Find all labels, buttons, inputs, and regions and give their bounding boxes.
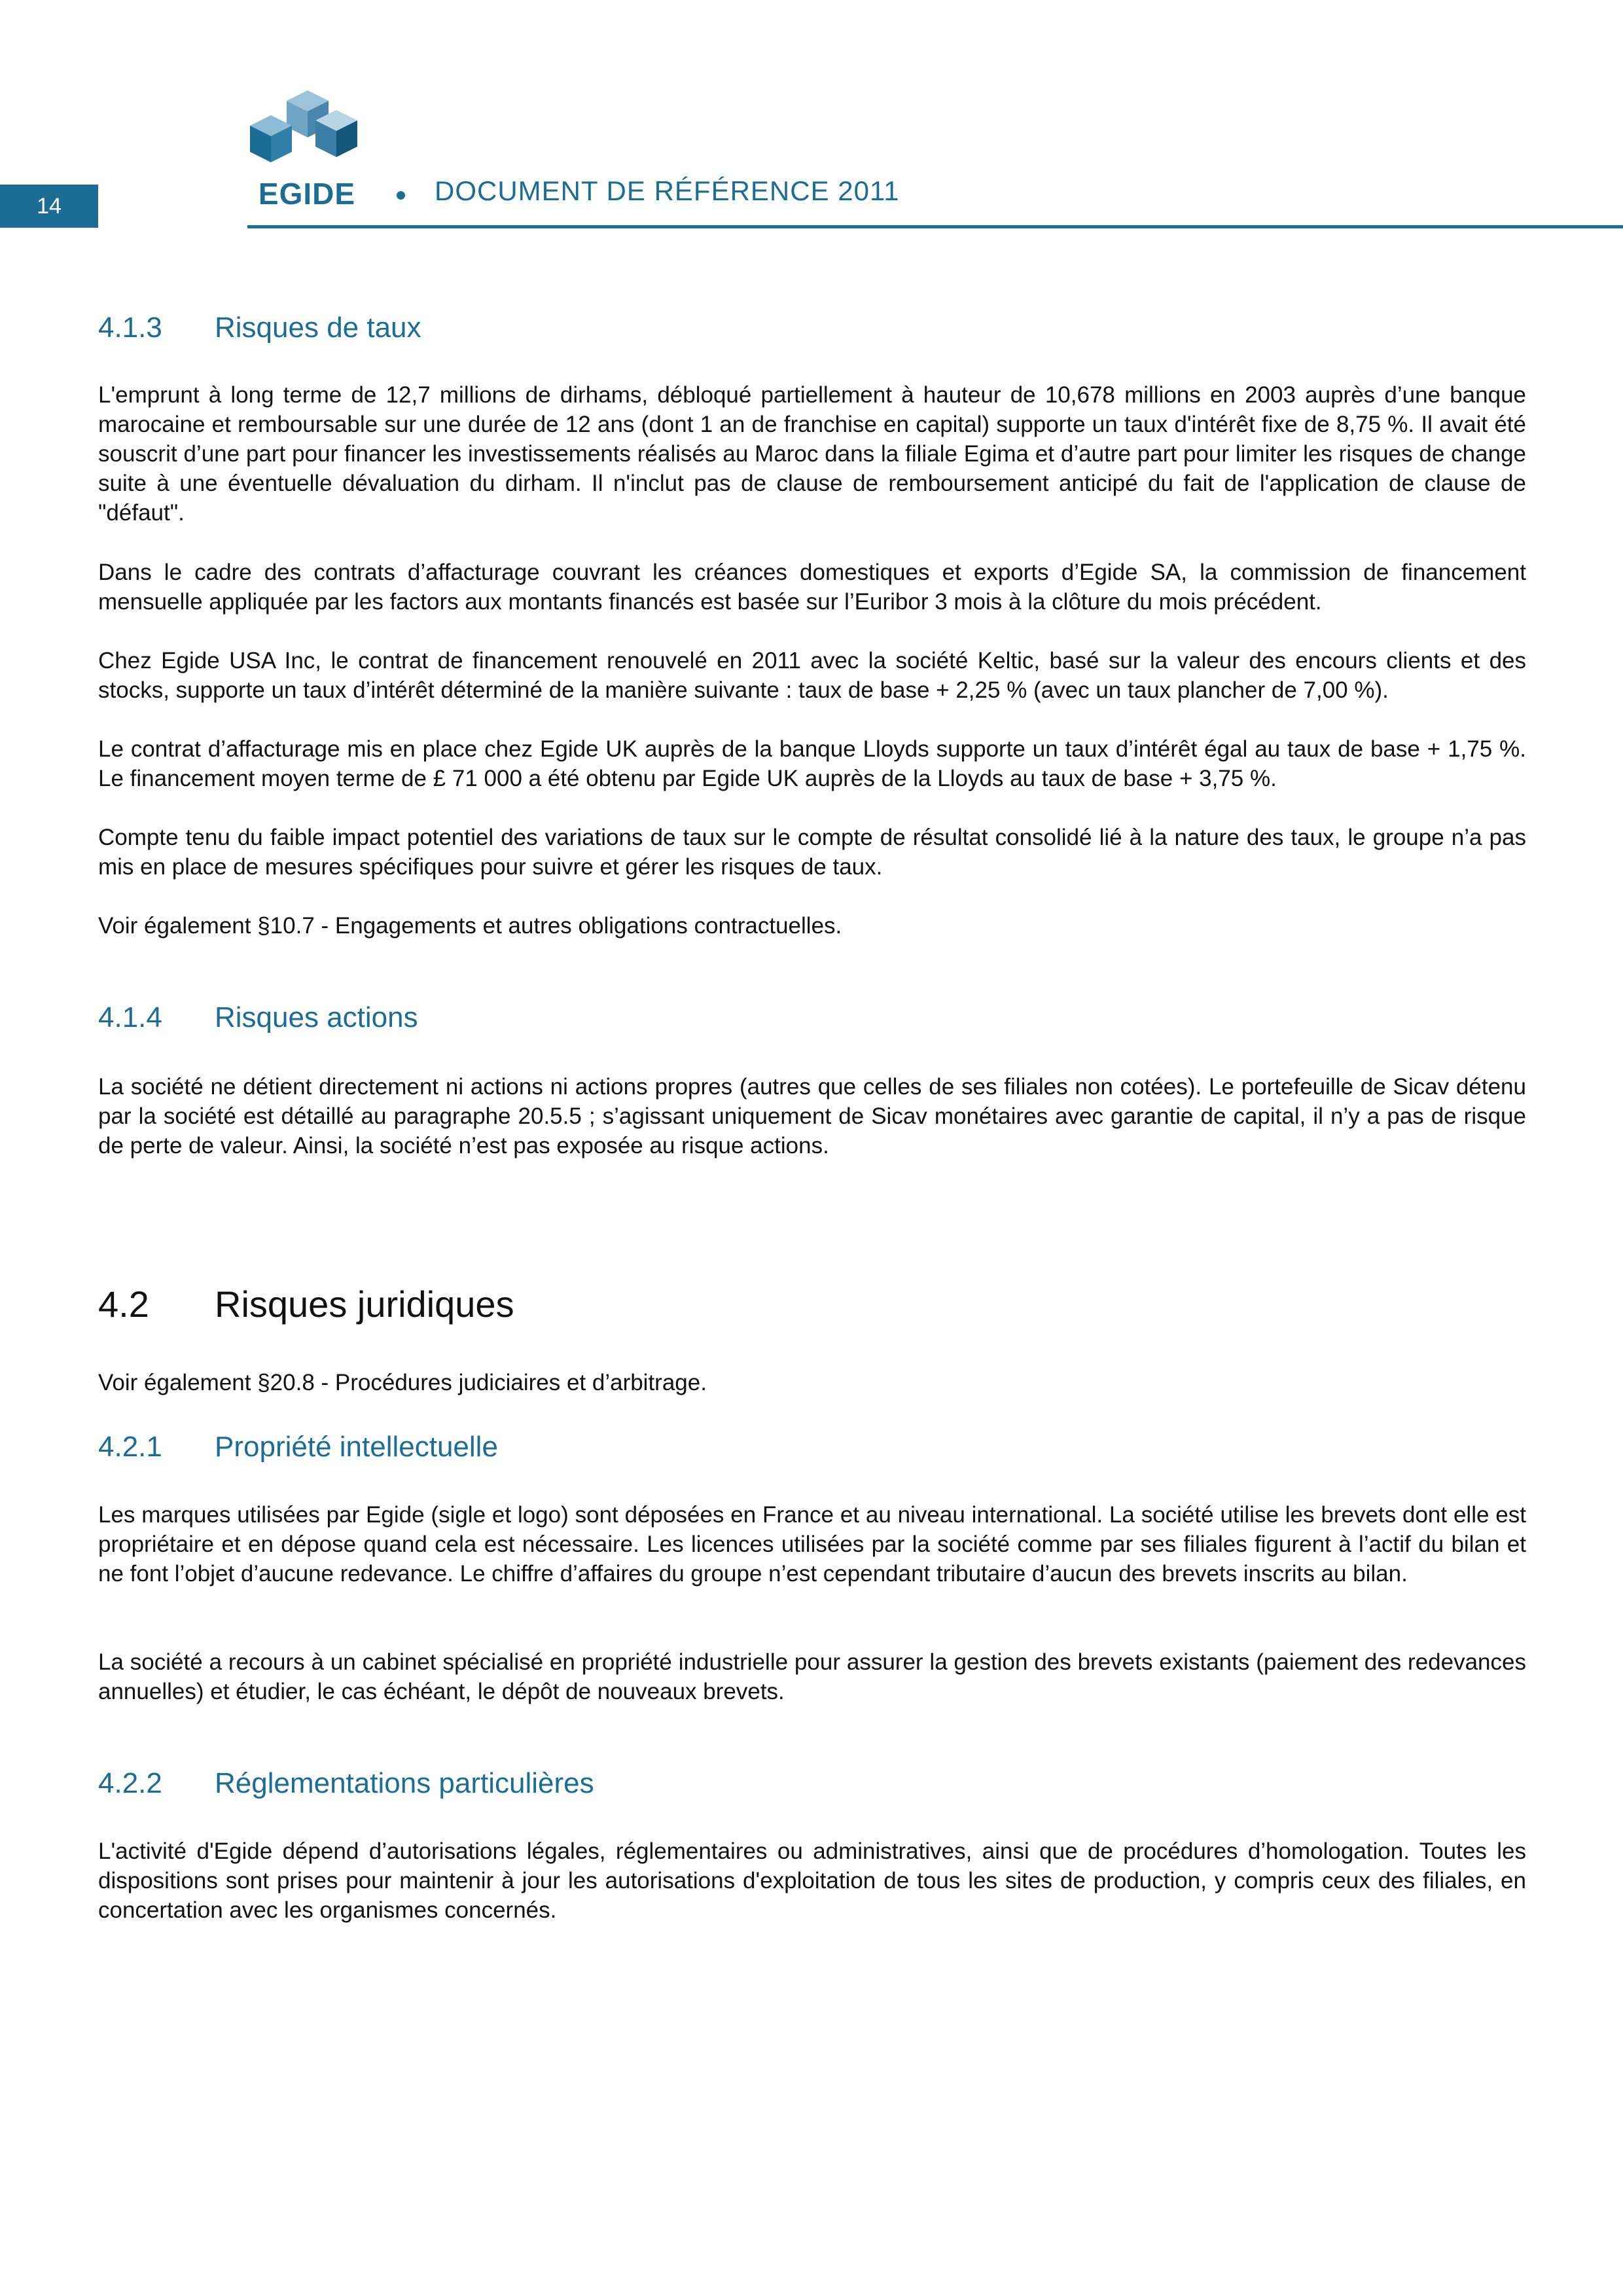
- section-number: 4.1.3: [98, 312, 162, 344]
- section-number: 4.2: [98, 1283, 149, 1325]
- paragraph: Voir également §10.7 - Engagements et autres obligations contractuelles.: [98, 913, 842, 939]
- paragraph: La société ne détient directement ni actions ni actions propres (autres que celles de ses filiales non cotées). Le portefeuille de Sicav détenu par la société est détaillé au paragraphe 20.5.5 ; s’agissant uniquement de Sicav monétaires avec garantie de capital, il n’y a pas de risque de perte de valeur. Ainsi, la société n’est pas exposée au risque actions.: [98, 1074, 1526, 1158]
- section-title: Réglementations particulières: [215, 1767, 594, 1799]
- egide-logo: [247, 86, 366, 208]
- paragraph: Le contrat d’affacturage mis en place chez Egide UK auprès de la banque Lloyds supporte un taux d’intérêt égal au taux de base + 1,75 %. Le financement moyen terme de £ 71 000 a été obtenu par Egide UK auprès de la Lloyds au taux de base + 3,75 %.: [98, 736, 1526, 791]
- paragraph: L'activité d'Egide dépend d’autorisations légales, réglementaires ou administratives, ainsi que de procédures d’homologation. Toutes les dispositions sont prises pour maintenir à jour les autorisations d'exploitation de tous les sites de production, y compris ceux des filiales, en concertation avec les organismes concernés.: [98, 1839, 1526, 1923]
- page-number: 14: [0, 185, 98, 228]
- header-rule: [247, 225, 1623, 228]
- section-title: Risques de taux: [215, 312, 421, 344]
- section-heading: [98, 310, 421, 346]
- section-title: Propriété intellectuelle: [215, 1431, 498, 1463]
- paragraph: Dans le cadre des contrats d’affacturage couvrant les créances domestiques et exports d’Egide SA, la commission de financement mensuelle appliquée par les factors aux montants financés est basée sur l’Euribor 3 mois à la clôture du mois précédent.: [98, 560, 1526, 615]
- section-heading: [98, 1765, 594, 1802]
- paragraph: Compte tenu du faible impact potentiel des variations de taux sur le compte de résultat consolidé lié à la nature des taux, le groupe n’a pas mis en place de mesures spécifiques pour suivre et gérer les risques de taux.: [98, 825, 1526, 880]
- section-number: 4.1.4: [98, 1001, 162, 1033]
- paragraph: La société a recours à un cabinet spécialisé en propriété industrielle pour assurer la gestion des brevets existants (paiement des redevances annuelles) et étudier, le cas échéant, le dépôt de nouveaux brevets.: [98, 1649, 1526, 1704]
- section-heading: [98, 1429, 498, 1465]
- document-title: DOCUMENT DE RÉFÉRENCE 2011: [435, 175, 900, 206]
- header-bullet: [397, 191, 405, 200]
- section-number: 4.2.2: [98, 1767, 162, 1799]
- section-heading: [98, 999, 418, 1036]
- chapter-heading: [98, 1282, 514, 1327]
- section-number: 4.2.1: [98, 1431, 162, 1463]
- paragraph: Les marques utilisées par Egide (sigle et logo) sont déposées en France et au niveau international. La société utilise les brevets dont elle est propriétaire et en dépose quand cela est nécessaire. Les licences utilisées par la société comme par ses filiales figurent à l’actif du bilan et ne font l’objet d’aucune redevance. Le chiffre d’affaires du groupe n’est cependant tributaire d’aucun des brevets inscrits au bilan.: [98, 1502, 1526, 1587]
- paragraph: L'emprunt à long terme de 12,7 millions de dirhams, débloqué partiellement à hauteur de 10,678 millions en 2003 auprès d’une banque marocaine et remboursable sur une durée de 12 ans (dont 1 an de franchise en capital) supporte un taux d'intérêt fixe de 8,75 %. Il avait été souscrit d’une part pour financer les investissements réalisés au Maroc dans la filiale Egima et d’autre part pour limiter les risques de change suite à une éventuelle dévaluation du dirham. Il n'inclut pas de clause de remboursement anticipé du fait de l'application de clause de "défaut".: [98, 382, 1526, 526]
- svg-text:EGIDE: EGIDE: [258, 177, 356, 208]
- section-title: Risques juridiques: [215, 1283, 514, 1325]
- section-title: Risques actions: [215, 1001, 418, 1033]
- paragraph: Voir également §20.8 - Procédures judiciaires et d’arbitrage.: [98, 1370, 707, 1395]
- paragraph: Chez Egide USA Inc, le contrat de financement renouvelé en 2011 avec la société Keltic, basé sur la valeur des encours clients et des stocks, supporte un taux d’intérêt déterminé de la manière suivante : taux de base + 2,25 % (avec un taux plancher de 7,00 %).: [98, 648, 1526, 703]
